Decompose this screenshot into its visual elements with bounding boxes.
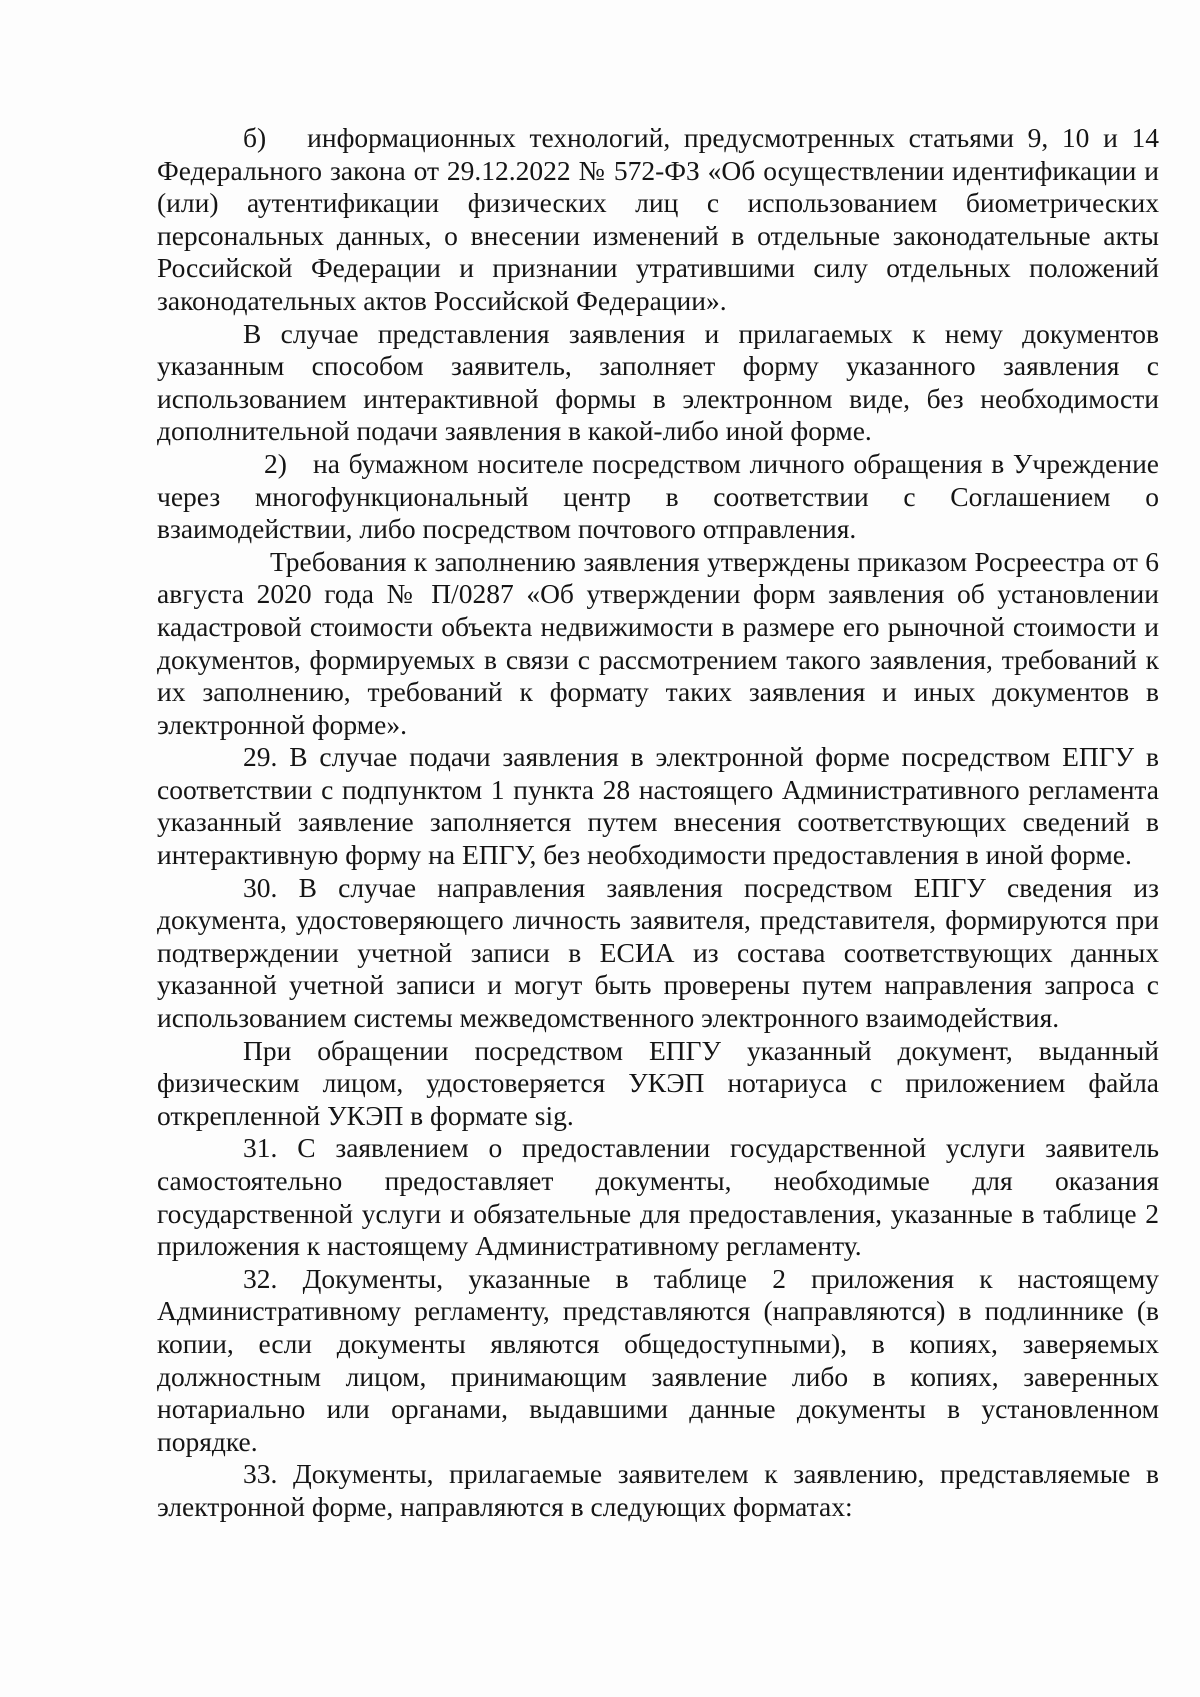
paragraph-notary: При обращении посредством ЕПГУ указанный документ, выданный физическим лицом, удостоверяется УКЭП нотариуса с приложением файла открепленной УКЭП в формате sig. <box>157 1034 1159 1131</box>
paragraph-30: 30. В случае направления заявления посредством ЕПГУ сведения из документа, удостоверяющего личность заявителя, представителя, формируются при подтверждении учетной записи в ЕСИА из состава соответствующих данных указанной учетной записи и могут быть проверены путем направления запроса с использованием системы межведомственного электронного взаимодействия. <box>157 871 1159 1034</box>
paragraph-item-b: б) информационных технологий, предусмотренных статьями 9, 10 и 14 Федерального закона от 29.12.2022 № 572-ФЗ «Об осуществлении идентификации и (или) аутентификации физических лиц с использованием биометрических персональных данных, о внесении изменений в отдельные законодательные акты Российской Федерации и признании утратившими силу отдельных положений законодательных актов Российской Федерации». <box>157 122 1159 316</box>
paragraph-32: 32. Документы, указанные в таблице 2 приложения к настоящему Административному регламенту, представляются (направляются) в подлиннике (в копии, если документы являются общедоступными), в копиях, заверяемых должностным лицом, принимающим заявление либо в копиях, заверенных нотариально или органами, выдавшими данные документы в установленном порядке. <box>157 1262 1159 1457</box>
paragraph-submission-method: В случае представления заявления и прилагаемых к нему документов указанным способом заявитель, заполняет форму указанного заявления с использованием интерактивной формы в электронном виде, без необходимости дополнительной подачи заявления в какой-либо иной форме. <box>157 317 1159 447</box>
document-body <box>157 122 1159 1524</box>
paragraph-item-2: 2) на бумажном носителе посредством личного обращения в Учреждение через многофункциональный центр в соответствии с Соглашением о взаимодействии, либо посредством почтового отправления. <box>157 447 1159 545</box>
paragraph-33: 33. Документы, прилагаемые заявителем к заявлению, представляемые в электронной форме, направляются в следующих форматах: <box>157 1458 1159 1522</box>
paragraph-requirements: Требования к заполнению заявления утверждены приказом Росреестра от 6 августа 2020 года № П/0287 «Об утверждении форм заявления об установлении кадастровой стоимости объекта недвижимости в размере его рыночной стоимости и документов, формируемых в связи с рассмотрением такого заявления, требований к их заполнению, требований к формату таких заявления и иных документов в электронной форме». <box>157 545 1159 740</box>
paragraph-31: 31. С заявлением о предоставлении государственной услуги заявитель самостоятельно предоставляет документы, необходимые для оказания государственной услуги и обязательные для предоставления, указанные в таблице 2 приложения к настоящему Административному регламенту. <box>157 1132 1159 1262</box>
paragraph-29: 29. В случае подачи заявления в электронной форме посредством ЕПГУ в соответствии с подпунктом 1 пункта 28 настоящего Административного регламента указанный заявление заполняется путем внесения соответствующих сведений в интерактивную форму на ЕПГУ, без необходимости предоставления в иной форме. <box>157 741 1159 871</box>
